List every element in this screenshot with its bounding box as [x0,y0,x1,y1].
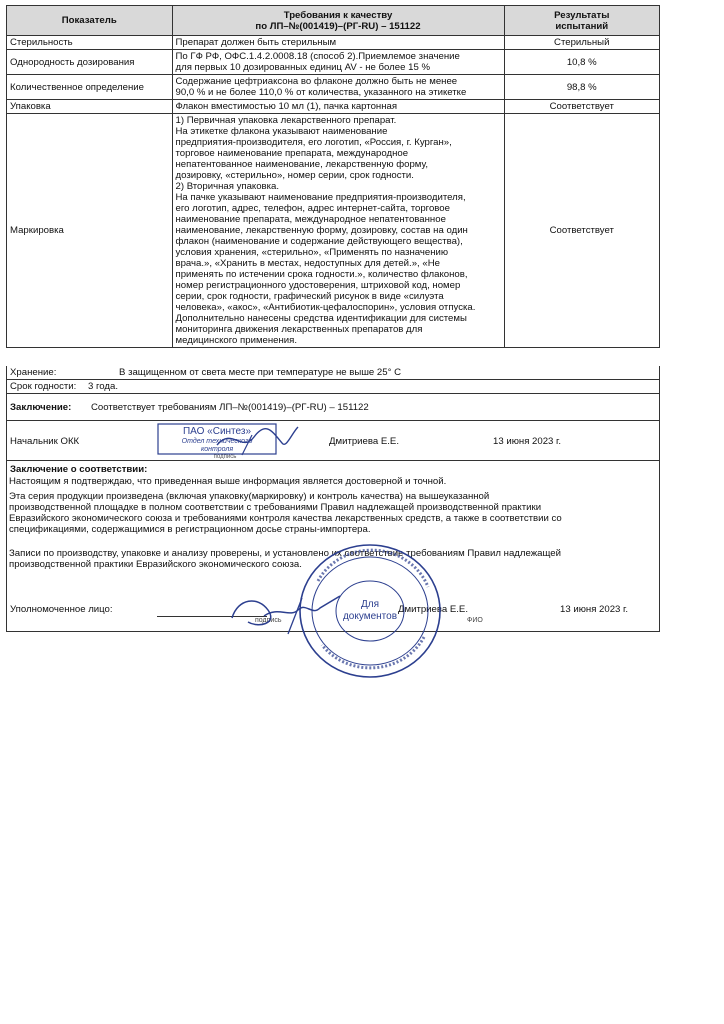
compliance-title: Заключение о соответствии: [10,464,148,475]
result-cell: Стерильный [504,36,659,50]
head-signature [212,423,302,459]
seal-text-1: Для [360,599,380,610]
table-row [7,36,660,50]
authorized-name: Дмитриева Е.Е. [398,604,468,615]
compliance-paragraph-1: Настоящим я подтверждаю, что приведенная выше информация является достоверной и точной. [9,476,447,487]
table-row [7,75,660,100]
indicator-cell: Упаковка [7,100,173,114]
indicator-cell: Количественное определение [7,75,173,100]
requirement-cell: Флакон вместимостью 10 мл (1), пачка картонная [172,100,504,114]
head-okk-name: Дмитриева Е.Е. [329,436,399,447]
head-okk-date: 13 июня 2023 г. [493,436,562,447]
shelf-life-label: Срок годности: [10,381,77,392]
conclusion-row [6,394,660,421]
authorized-title: Уполномоченное лицо: [10,604,113,615]
storage-value: В защищенном от света месте при температуре не выше 25° С [119,367,402,378]
result-cell: 10,8 % [504,50,659,75]
shelf-life-row [6,380,660,394]
conclusion-value: Соответствует требованиям ЛП–№(001419)–(РГ-RU) – 151122 [91,402,369,413]
authorized-signature [228,588,348,638]
requirement-cell: По ГФ РФ, ОФС.1.4.2.0008.18 (способ 2).Приемлемое значение для первых 10 дозированных единиц AV - не более 15 % [172,50,504,75]
fio-caption: ФИО [467,617,483,624]
header-results: Результаты испытаний [504,6,659,36]
stamp-caption: подпись [213,454,237,459]
authorized-date: 13 июня 2023 г. [560,604,629,615]
table-row [7,50,660,75]
compliance-paragraph-3: Записи по производству, упаковке и анализу проверены, и установлено их соответствие требованиям Правил надлежащей производственной практики Евразийского экономического союза. [9,548,561,570]
head-okk-row [6,421,660,461]
indicator-cell: Однородность дозирования [7,50,173,75]
conclusion-label: Заключение: [10,402,72,413]
indicator-cell: Стерильность [7,36,173,50]
stamp-line-1: ПАО «Синтез» [182,426,252,437]
header-indicator: Показатель [7,6,173,36]
signature-caption: подпись [255,617,282,624]
result-cell: Соответствует [504,100,659,114]
table-header-row [7,6,660,36]
indicator-cell: Маркировка [7,114,173,348]
compliance-paragraph-2: Эта серия продукции произведена (включая упаковку(маркировку) и контроль качества) на вышеуказанной производственной площадке в полном соответствии с требованиями Правил надлежащей производственной практики Евразийского экономического союза и требованиями контроля качества лекарственных средств, а также в соответствии со спецификациями, содержащимися в регистрационном досье страны-импортера. [9,491,562,535]
table-row [7,114,660,348]
requirement-cell: Содержание цефтриаксона во флаконе должно быть не менее 90,0 % и не более 110,0 % от количества, указанного на этикетке [172,75,504,100]
stamp-line-2: Отдел технического [181,438,253,445]
quality-table [6,5,660,348]
seal-text-2: документов [342,611,398,622]
header-requirements: Требования к качеству по ЛП–№(001419)–(РГ-RU) – 151122 [172,6,504,36]
result-cell: Соответствует [504,114,659,348]
head-okk-title: Начальник ОКК [10,436,80,447]
requirement-cell: 1) Первичная упаковка лекарственного препарат. На этикетке флакона указывают наименование предприятия-производителя, его логотип, «Россия, г. Курган», торговое наименование препарата, международное непатентованное наименование, лекарственную форму, дозировку, «стерильно», номер серии, срок годности. 2) Вторичная упаковка. На пачке указывают наименование предприятия-производителя, его логотип, адрес, телефон, адрес интернет-сайта, торговое наименование препарата, международное непатентованное наименование, лекарственную форму, дозировку, состав на один флакон (наименование и содержание действующего вещества), условия хранения, «стерильно», «Применять по назначению врача.», «Хранить в местах, недоступных для детей.», «Не применять по истечении срока годности.», количество флаконов, номер регистрационного удостоверения, штриховой код, номер серии, срок годности, графический рисунок в виде «силуэта человека», «акос», «Антибиотик-цефалоспорин», условия отпуска. Дополнительно нанесены средства идентификации для системы мониторинга движения лекарственных препаратов для медицинского применения. [172,114,504,348]
shelf-life-value: 3 года. [88,381,119,392]
requirement-cell: Препарат должен быть стерильным [172,36,504,50]
stamp-line-3: контроля [200,446,234,453]
result-cell: 98,8 % [504,75,659,100]
storage-label: Хранение: [10,367,57,378]
table-row [7,100,660,114]
storage-row [6,366,660,380]
